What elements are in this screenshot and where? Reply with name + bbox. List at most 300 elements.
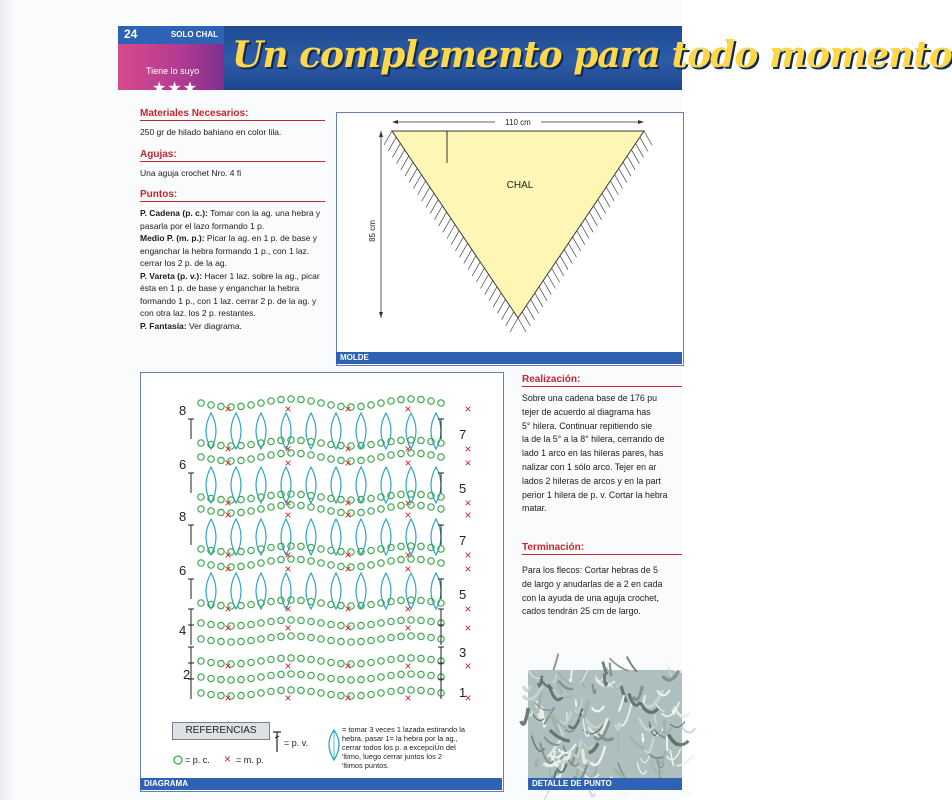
fringe-strand <box>589 212 597 226</box>
chain-stitch <box>428 452 434 458</box>
chain-stitch <box>308 452 314 458</box>
chain-stitch <box>198 690 204 696</box>
chain-stitch <box>378 454 384 460</box>
chain-stitch <box>308 558 314 564</box>
row-number-left: 4 <box>179 623 187 638</box>
punto-desc: Ver diagrama. <box>186 320 242 331</box>
cluster-stitch <box>306 519 316 555</box>
chain-stitch <box>418 671 424 677</box>
text-line: con la ayuda de una aguja crochet, <box>522 592 659 603</box>
chain-stitch <box>398 597 404 603</box>
half-stitch: × <box>344 402 352 416</box>
chain-stitch <box>368 691 374 697</box>
yarn-strand <box>627 656 637 671</box>
fringe-strand <box>602 193 610 207</box>
chain-stitch <box>338 457 344 463</box>
cluster-stitch <box>331 467 341 503</box>
chain-stitch <box>428 672 434 678</box>
stitch-detail-photo <box>528 670 682 790</box>
chain-stitch <box>238 602 244 608</box>
chain-stitch <box>268 688 274 694</box>
chain-stitch <box>398 396 404 402</box>
chain-stitch <box>328 508 334 514</box>
chain-stitch <box>328 637 334 643</box>
chain-stitch <box>398 450 404 456</box>
half-stitch: × <box>464 621 472 635</box>
half-stitch: × <box>344 691 352 705</box>
chain-stitch <box>208 675 214 681</box>
chain-stitch <box>308 634 314 640</box>
half-stitch: × <box>464 602 472 616</box>
fringe-strand <box>552 268 560 282</box>
chain-stitch <box>198 440 204 446</box>
chain-stitch <box>198 674 204 680</box>
chain-stitch <box>418 655 424 661</box>
yarn-strand <box>576 699 577 706</box>
chain-stitch <box>338 496 344 502</box>
yarn-strand <box>610 658 629 671</box>
row-number-left: 6 <box>179 563 187 578</box>
chain-stitch <box>238 403 244 409</box>
chain-stitch <box>308 504 314 510</box>
cluster-legend-line: = tomar 3 veces 1 lazada estirando la <box>342 725 466 734</box>
shawl-pattern-drawing <box>337 113 683 365</box>
fringe-strand <box>464 249 472 263</box>
chain-stitch <box>368 659 374 665</box>
chain-stitch <box>418 502 424 508</box>
chain-stitch <box>338 563 344 569</box>
chain-stitch <box>298 617 304 623</box>
chain-stitch <box>368 456 374 462</box>
half-legend: = m. p. <box>236 755 264 765</box>
half-stitch: × <box>284 508 292 522</box>
half-stitch: × <box>344 442 352 456</box>
chain-stitch <box>358 676 364 682</box>
row-number-right: 5 <box>459 587 467 602</box>
cluster-stitch <box>331 413 341 449</box>
half-stitch: × <box>464 402 472 416</box>
chain-stitch <box>268 438 274 444</box>
chain-stitch <box>268 504 274 510</box>
row-number-right: 5 <box>459 481 467 496</box>
text-line: lado 1 arco en las hileras pares, has <box>522 448 664 459</box>
chain-stitch <box>428 688 434 694</box>
punto-term: Medio P. (m. p.): <box>140 233 205 243</box>
half-stitch: × <box>404 402 412 416</box>
chain-stitch <box>338 676 344 682</box>
chain-stitch <box>278 687 284 693</box>
chain-stitch <box>258 454 264 460</box>
text-line: 5° hilera. Continuar repitiendo sie <box>522 420 653 431</box>
text-line: de largo y anudarlas de a 2 en cada <box>522 578 663 589</box>
chain-stitch <box>388 656 394 662</box>
chain-stitch <box>388 688 394 694</box>
chain-stitch <box>268 598 274 604</box>
fringe-strand <box>510 318 518 332</box>
chain-stitch <box>358 660 364 666</box>
chain-stitch <box>248 402 254 408</box>
arrow-up-icon <box>379 131 383 137</box>
chain-stitch <box>358 692 364 698</box>
half-stitch: × <box>224 621 232 635</box>
half-stitch: × <box>284 602 292 616</box>
chain-stitch <box>218 496 224 502</box>
chain-stitch <box>278 502 284 508</box>
chain-stitch <box>248 495 254 501</box>
chain-stitch <box>208 659 214 665</box>
realizacion-text <box>522 392 682 516</box>
fringe-strand <box>451 231 459 245</box>
chain-stitch <box>328 675 334 681</box>
chain-stitch <box>318 400 324 406</box>
fringe-strand <box>460 243 468 257</box>
half-stitch: × <box>224 659 232 673</box>
fringe-strand <box>556 262 564 276</box>
chain-stitch <box>298 450 304 456</box>
chain-stitch <box>248 637 254 643</box>
punto-fantasia <box>140 320 325 333</box>
chain-stitch <box>308 492 314 498</box>
chain-stitch <box>338 692 344 698</box>
half-stitch: × <box>464 456 472 470</box>
cluster-legend-line: cerrar todos los p. a excepciÜn del <box>342 743 456 752</box>
chain-stitch <box>248 562 254 568</box>
punto-vareta <box>140 270 325 320</box>
chain-stitch <box>368 495 374 501</box>
chain-stitch <box>358 563 364 569</box>
half-stitch: × <box>464 659 472 673</box>
chain-stitch <box>328 562 334 568</box>
fringe-strand <box>573 237 581 251</box>
half-stitch: × <box>224 691 232 705</box>
chain-stitch <box>208 508 214 514</box>
cluster-stitch <box>431 519 441 555</box>
chain-stitch <box>378 620 384 626</box>
half-stitch: × <box>284 548 292 562</box>
chain-stitch <box>378 506 384 512</box>
molde-panel <box>336 112 684 366</box>
chain-stitch <box>298 502 304 508</box>
row-number-right: 7 <box>459 533 467 548</box>
chain-stitch <box>248 601 254 607</box>
half-stitch: × <box>404 442 412 456</box>
cluster-stitch <box>431 573 441 609</box>
chain-stitch <box>418 450 424 456</box>
half-stitch: × <box>284 402 292 416</box>
text-line: Para los flecos: Cortar hebras de 5 <box>522 565 658 575</box>
chain-stitch <box>398 687 404 693</box>
half-stitch: × <box>344 602 352 616</box>
half-stitch: × <box>404 621 412 635</box>
chain-stitch <box>238 638 244 644</box>
cluster-stitch <box>331 573 341 609</box>
chain-stitch <box>418 633 424 639</box>
cluster-stitch <box>306 413 316 449</box>
chain-stitch <box>308 544 314 550</box>
difficulty-box <box>118 44 224 97</box>
cluster-stitch <box>306 573 316 609</box>
chain-stitch <box>368 601 374 607</box>
fringe-strand <box>526 306 534 320</box>
half-stitch: × <box>344 659 352 673</box>
header-tab-top <box>118 26 224 44</box>
half-stitch: × <box>224 442 232 456</box>
chain-stitch <box>428 634 434 640</box>
chain-stitch <box>428 398 434 404</box>
chain-stitch <box>298 597 304 603</box>
chain-stitch <box>248 691 254 697</box>
chain-stitch <box>258 674 264 680</box>
half-stitch: × <box>464 562 472 576</box>
chain-stitch <box>388 504 394 510</box>
chain-stitch <box>198 636 204 642</box>
fringe-strand <box>426 193 434 207</box>
chain-stitch <box>358 457 364 463</box>
chain-stitch <box>308 618 314 624</box>
chain-stitch <box>268 398 274 404</box>
arrow-down-icon <box>379 312 383 318</box>
chain-stitch <box>278 597 284 603</box>
punto-desc: Tomar con la ag. una hebra y pasarla por el lazo formando 1 p. <box>140 208 321 231</box>
chain-stitch <box>218 660 224 666</box>
fringe-strand <box>531 299 539 313</box>
chain-stitch <box>308 688 314 694</box>
half-stitch-icon: × <box>224 752 232 766</box>
half-stitch: × <box>464 496 472 510</box>
fringe-strand <box>577 231 585 245</box>
half-stitch: × <box>284 442 292 456</box>
chain-stitch <box>218 692 224 698</box>
half-stitch: × <box>224 562 232 576</box>
chain-stitch <box>418 491 424 497</box>
half-stitch: × <box>284 659 292 673</box>
chain-stitch <box>278 543 284 549</box>
fringe-strand <box>623 162 631 176</box>
half-stitch: × <box>344 508 352 522</box>
chain-stitch <box>318 546 324 552</box>
fringe-strand <box>518 318 526 332</box>
chain-stitch <box>358 403 364 409</box>
chain-stitch <box>278 556 284 562</box>
chain-stitch <box>238 442 244 448</box>
chain-stitch <box>318 494 324 500</box>
fringe-strand <box>405 162 413 176</box>
cluster-stitch <box>431 413 441 449</box>
half-stitch: × <box>404 456 412 470</box>
half-stitch: × <box>224 602 232 616</box>
fringe-strand <box>489 287 497 301</box>
chain-stitch <box>398 671 404 677</box>
fringe-strand <box>631 150 639 164</box>
chain-stitch <box>398 556 404 562</box>
punto-term: P. Cadena (p. c.): <box>140 208 208 218</box>
vareta-legend: = p. v. <box>284 738 309 748</box>
chain-stitch <box>368 547 374 553</box>
chain-stitch <box>328 456 334 462</box>
text-line: la de la 5° a la 8° hilera, cerrando de <box>522 434 665 445</box>
molde-caption: MOLDE <box>340 353 369 362</box>
molde-caption-bar <box>336 352 682 364</box>
chain-stitch <box>218 638 224 644</box>
chain-stitch <box>338 622 344 628</box>
chain-stitch <box>398 543 404 549</box>
chain-stitch <box>198 620 204 626</box>
chain-stitch <box>438 454 444 460</box>
chain-stitch-icon <box>174 756 182 764</box>
chain-stitch <box>358 509 364 515</box>
chain-stitch <box>378 560 384 566</box>
half-stitch: × <box>344 456 352 470</box>
chain-stitch <box>338 509 344 515</box>
fringe-strand <box>447 225 455 239</box>
chain-stitch <box>388 672 394 678</box>
half-stitch: × <box>224 496 232 510</box>
chain-stitch <box>438 506 444 512</box>
fringe-strand <box>585 218 593 232</box>
chain-stitch <box>368 562 374 568</box>
chain-stitch <box>298 633 304 639</box>
chain-stitch <box>268 634 274 640</box>
chain-stitch <box>208 691 214 697</box>
chain-stitch <box>298 556 304 562</box>
cluster-stitch <box>381 467 391 503</box>
chain-stitch <box>208 456 214 462</box>
yarn-strand <box>536 759 538 766</box>
fringe-strand <box>493 293 501 307</box>
chain-stitch <box>338 548 344 554</box>
chain-stitch <box>428 656 434 662</box>
chain-stitch <box>208 402 214 408</box>
half-stitch: × <box>344 621 352 635</box>
chain-stitch <box>418 556 424 562</box>
chain-stitch <box>238 660 244 666</box>
chain-stitch <box>398 491 404 497</box>
chain-stitch <box>328 621 334 627</box>
fringe-strand <box>472 262 480 276</box>
fringe-strand <box>418 181 426 195</box>
punto-term: P. Vareta (p. v.): <box>140 270 203 281</box>
terminacion-heading: Terminación: <box>522 542 682 555</box>
chain-stitch <box>198 454 204 460</box>
chain-stitch <box>218 622 224 628</box>
chain-stitch <box>228 639 234 645</box>
chain-stitch <box>258 636 264 642</box>
cluster-legend-line: 'ltimos puntos. <box>342 761 390 770</box>
chain-stitch <box>238 692 244 698</box>
fringe-strand <box>644 131 652 145</box>
fringe-strand <box>619 168 627 182</box>
yarn-strand <box>521 708 528 724</box>
chain-stitch <box>318 600 324 606</box>
title-banner <box>224 26 952 90</box>
chain-stitch <box>308 672 314 678</box>
chain-stitch <box>218 676 224 682</box>
chain-stitch <box>368 402 374 408</box>
half-stitch: × <box>284 496 292 510</box>
row-number-right: 1 <box>459 685 467 700</box>
chain-stitch <box>338 602 344 608</box>
half-stitch: × <box>224 508 232 522</box>
chain-stitch <box>278 633 284 639</box>
chain-stitch <box>278 655 284 661</box>
chain-stitch <box>298 543 304 549</box>
chain-stitch <box>208 637 214 643</box>
chain-stitch <box>298 671 304 677</box>
chain-stitch <box>348 677 354 683</box>
height-label: 85 cm <box>368 220 377 242</box>
yarn-texture <box>528 670 682 790</box>
chain-stitch <box>268 656 274 662</box>
page-right-margin <box>682 0 800 800</box>
fringe-strand <box>485 281 493 295</box>
row-number-right: 3 <box>459 645 467 660</box>
chain-stitch <box>308 398 314 404</box>
chain-stitch <box>258 690 264 696</box>
chain-stitch <box>328 402 334 408</box>
chain-stitch <box>418 437 424 443</box>
cluster-stitch <box>356 519 366 555</box>
chain-stitch <box>318 658 324 664</box>
text-line: nalizar con 1 sólo arco. Tejer en ar <box>522 461 657 472</box>
half-stitch: × <box>404 548 412 562</box>
chain-stitch <box>378 400 384 406</box>
text-line: tejer de acuerdo al diagrama has <box>522 406 651 417</box>
cluster-stitch <box>356 413 366 449</box>
fringe-strand <box>439 212 447 226</box>
chain-stitch <box>218 509 224 515</box>
chain-stitch <box>368 675 374 681</box>
fringe-strand <box>397 150 405 164</box>
chain-stitch <box>438 560 444 566</box>
row-number-left: 2 <box>183 667 191 682</box>
chain-stitch <box>318 440 324 446</box>
difficulty-label: Tiene lo suyo <box>146 66 200 76</box>
diagram-stitches <box>188 396 472 705</box>
chain-stitch <box>318 560 324 566</box>
chain-stitch <box>238 622 244 628</box>
puntos-heading: Puntos: <box>140 189 325 202</box>
chain-stitch <box>258 560 264 566</box>
chain-stitch <box>318 454 324 460</box>
chain-stitch <box>238 563 244 569</box>
fringe-strand <box>497 299 505 313</box>
punto-cadena <box>140 207 325 232</box>
chain-stitch <box>298 396 304 402</box>
fringe-strand <box>636 143 644 157</box>
row-number-left: 8 <box>179 403 187 418</box>
chain-stitch <box>338 442 344 448</box>
chain-stitch <box>308 438 314 444</box>
chain-stitch <box>258 506 264 512</box>
arrow-right-icon <box>638 120 644 124</box>
chain-stitch <box>428 504 434 510</box>
half-stitch: × <box>224 548 232 562</box>
chain-stitch <box>198 494 204 500</box>
chain-stitch <box>248 675 254 681</box>
diagram-caption: DIAGRAMA <box>144 779 188 788</box>
chain-stitch <box>388 452 394 458</box>
chain-stitch <box>318 674 324 680</box>
chain-stitch <box>238 496 244 502</box>
chain-stitch <box>258 400 264 406</box>
chain-stitch <box>398 502 404 508</box>
chain-stitch <box>248 547 254 553</box>
text-line: lados 2 hileras de arcos y en la part <box>522 475 661 486</box>
yarn-strand <box>667 737 668 751</box>
cluster-legend-line: 'ltimo, luego cerrar juntos los 2 <box>342 752 442 761</box>
half-stitch: × <box>404 602 412 616</box>
text-line: perior 1 hilera de p. v. Cortar la hebra <box>522 489 668 500</box>
